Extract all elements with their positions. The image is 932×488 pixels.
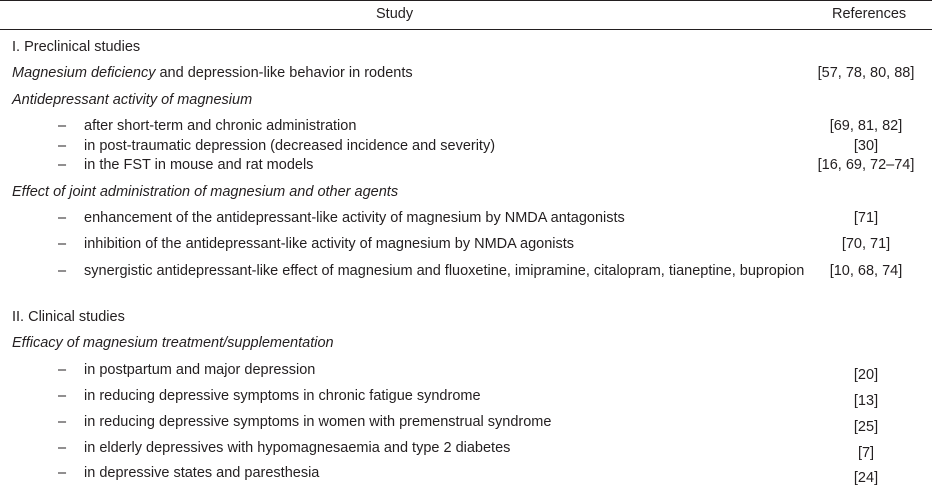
list-item: after short-term and chronic administration: [84, 118, 357, 134]
list-item: in reducing depressive symptoms in women with premenstrual syndrome: [84, 414, 552, 430]
antidepressant-title: Antidepressant activity of magnesium: [12, 92, 253, 108]
list-item: synergistic antidepressant-like effect of magnesium and fluoxetine, imipramine, citalopram, tianeptine, bupropion: [84, 263, 805, 279]
list-dash: –: [58, 263, 67, 279]
list-item: in depressive states and paresthesia: [84, 465, 320, 481]
deficiency-row: [12, 64, 413, 82]
list-item: in post-traumatic depression (decreased incidence and severity): [84, 138, 496, 154]
section-clinical-title: II. Clinical studies: [12, 309, 125, 325]
list-dash: –: [58, 440, 67, 456]
list-item-ref: [70, 71]: [841, 236, 891, 252]
list-item-ref: [71]: [853, 210, 879, 226]
deficiency-italic: Magnesium deficiency: [12, 65, 156, 81]
efficacy-title: Efficacy of magnesium treatment/supplementation: [12, 335, 334, 351]
list-dash: –: [58, 138, 67, 154]
list-item-ref: [20]: [853, 367, 879, 383]
list-item-ref: [7]: [857, 445, 875, 461]
list-item: enhancement of the antidepressant-like activity of magnesium by NMDA antagonists: [84, 210, 625, 226]
list-item-ref: [30]: [853, 138, 879, 154]
list-dash: –: [58, 118, 67, 134]
deficiency-rest: and depression-like behavior in rodents: [155, 65, 413, 81]
header-rule: [0, 29, 932, 30]
list-item: inhibition of the antidepressant-like activity of magnesium by NMDA agonists: [84, 236, 575, 252]
joint-title: Effect of joint administration of magnesium and other agents: [12, 184, 399, 200]
list-dash: –: [58, 465, 67, 481]
list-dash: –: [58, 362, 67, 378]
header-study: Study: [376, 6, 414, 22]
list-item-ref: [13]: [853, 393, 879, 409]
deficiency-ref: [57, 78, 80, 88]: [817, 65, 915, 81]
list-item-ref: [69, 81, 82]: [829, 118, 903, 134]
list-item-ref: [25]: [853, 419, 879, 435]
list-dash: –: [58, 210, 67, 226]
list-item-ref: [16, 69, 72–74]: [817, 157, 915, 173]
list-item: in postpartum and major depression: [84, 362, 316, 378]
list-dash: –: [58, 414, 67, 430]
list-item: in elderly depressives with hypomagnesaemia and type 2 diabetes: [84, 440, 511, 456]
section-preclinical-title: I. Preclinical studies: [12, 39, 141, 55]
list-item-ref: [24]: [853, 470, 879, 486]
list-dash: –: [58, 236, 67, 252]
list-item-ref: [10, 68, 74]: [829, 263, 903, 279]
list-item: in reducing depressive symptoms in chronic fatigue syndrome: [84, 388, 481, 404]
list-item: in the FST in mouse and rat models: [84, 157, 314, 173]
list-dash: –: [58, 388, 67, 404]
top-rule: [0, 0, 932, 1]
header-references: References: [832, 6, 907, 22]
list-dash: –: [58, 157, 67, 173]
